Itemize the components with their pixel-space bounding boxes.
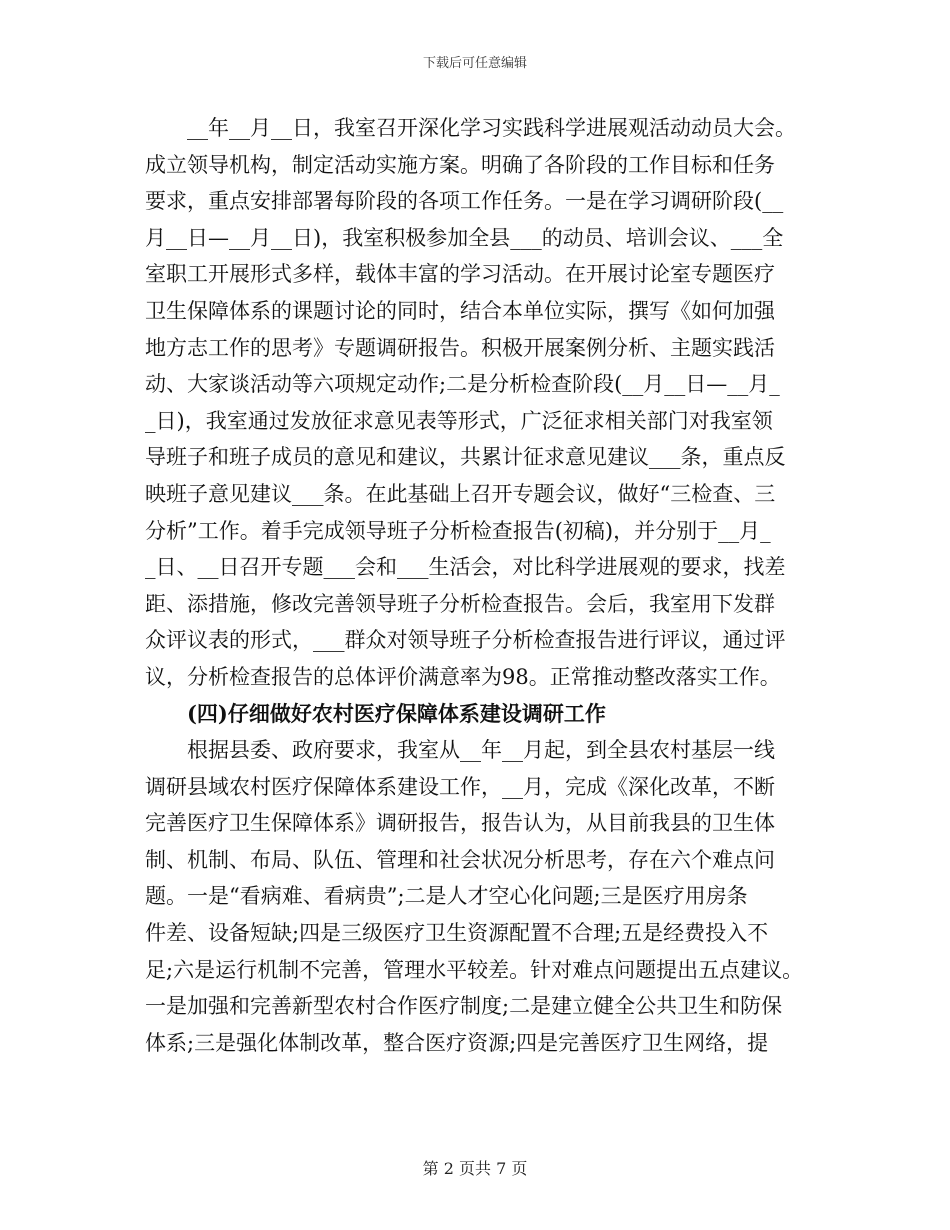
section-heading: (四)仔细做好农村医疗保障体系建设调研工作: [187, 700, 606, 726]
paragraph-line: 分析”工作。着手完成领导班子分析检查报告(初稿)，并分别于__月_: [145, 518, 771, 543]
paragraph-line: _日)，我室通过发放征求意见表等形式，广泛征求相关部门对我室领: [145, 408, 773, 433]
paragraph-line: 成立领导机构，制定活动实施方案。明确了各阶段的工作目标和任务: [145, 152, 775, 177]
paragraph-line: 制、机制、布局、队伍、管理和社会状况分析思考，存在六个难点问: [145, 847, 775, 872]
paragraph-line: _日、__日召开专题___会和___生活会，对比科学进展观的要求，找差: [145, 555, 786, 580]
paragraph-line: 体系;三是强化体制改革，整合医疗资源;四是完善医疗卫生网络，提: [145, 1030, 769, 1055]
paragraph-line: __年__月__日，我室召开深化学习实践科学进展观活动动员大会。: [187, 116, 796, 140]
paragraph-line: 根据县委、政府要求，我室从__年__月起，到全县农村基层一线: [187, 738, 775, 763]
paragraph-line: 映班子意见建议___条。在此基础上召开专题会议，做好“三检查、三: [145, 481, 776, 506]
paragraph-line: 一是加强和完善新型农村合作医疗制度;二是建立健全公共卫生和防保: [145, 994, 783, 1019]
paragraph-line: 要求，重点安排部署每阶段的各项工作任务。一是在学习调研阶段(__: [145, 189, 784, 214]
paragraph-line: 题。一是“看病难、看病贵”;二是人才空心化问题;三是医疗用房条: [145, 884, 748, 909]
paragraph-line: 足;六是运行机制不完善，管理水平较差。针对难点问题提出五点建议。: [145, 957, 804, 982]
paragraph-line: 导班子和班子成员的意见和建议，共累计征求意见建议___条，重点反: [145, 445, 786, 470]
paragraph-line: 动、大家谈活动等六项规定动作;二是分析检查阶段(__月__日—__月_: [145, 372, 780, 397]
paragraph-line: 室职工开展形式多样，载体丰富的学习活动。在开展讨论室专题医疗: [145, 262, 775, 287]
page-header: 下载后可任意编辑: [422, 56, 527, 71]
paragraph-line: 地方志工作的思考》专题调研报告。积极开展案例分析、主题实践活: [145, 335, 775, 360]
paragraph-line: 完善医疗卫生保障体系》调研报告，报告认为，从目前我县的卫生体: [145, 811, 775, 836]
paragraph-line: 月__日—__月__日)，我室积极参加全县___的动员、培训会议、___全: [145, 225, 784, 250]
paragraph-line: 卫生保障体系的课题讨论的同时，结合本单位实际，撰写《如何加强: [145, 298, 775, 323]
paragraph-line: 调研县域农村医疗保障体系建设工作，__月，完成《深化改革，不断: [145, 774, 775, 799]
paragraph-line: 众评议表的形式，___群众对领导班子分析检查报告进行评议，通过评: [145, 628, 786, 653]
page-footer: 第 2 页共 7 页: [422, 1159, 528, 1178]
paragraph-line: 距、添措施，修改完善领导班子分析检查报告。会后，我室用下发群: [145, 591, 775, 616]
document-body: [145, 110, 820, 1061]
paragraph-line: 件差、设备短缺;四是三级医疗卫生资源配置不合理;五是经费投入不: [145, 921, 769, 946]
paragraph-line: 议，分析检查报告的总体评价满意率为98。正常推动整改落实工作。: [145, 664, 781, 689]
